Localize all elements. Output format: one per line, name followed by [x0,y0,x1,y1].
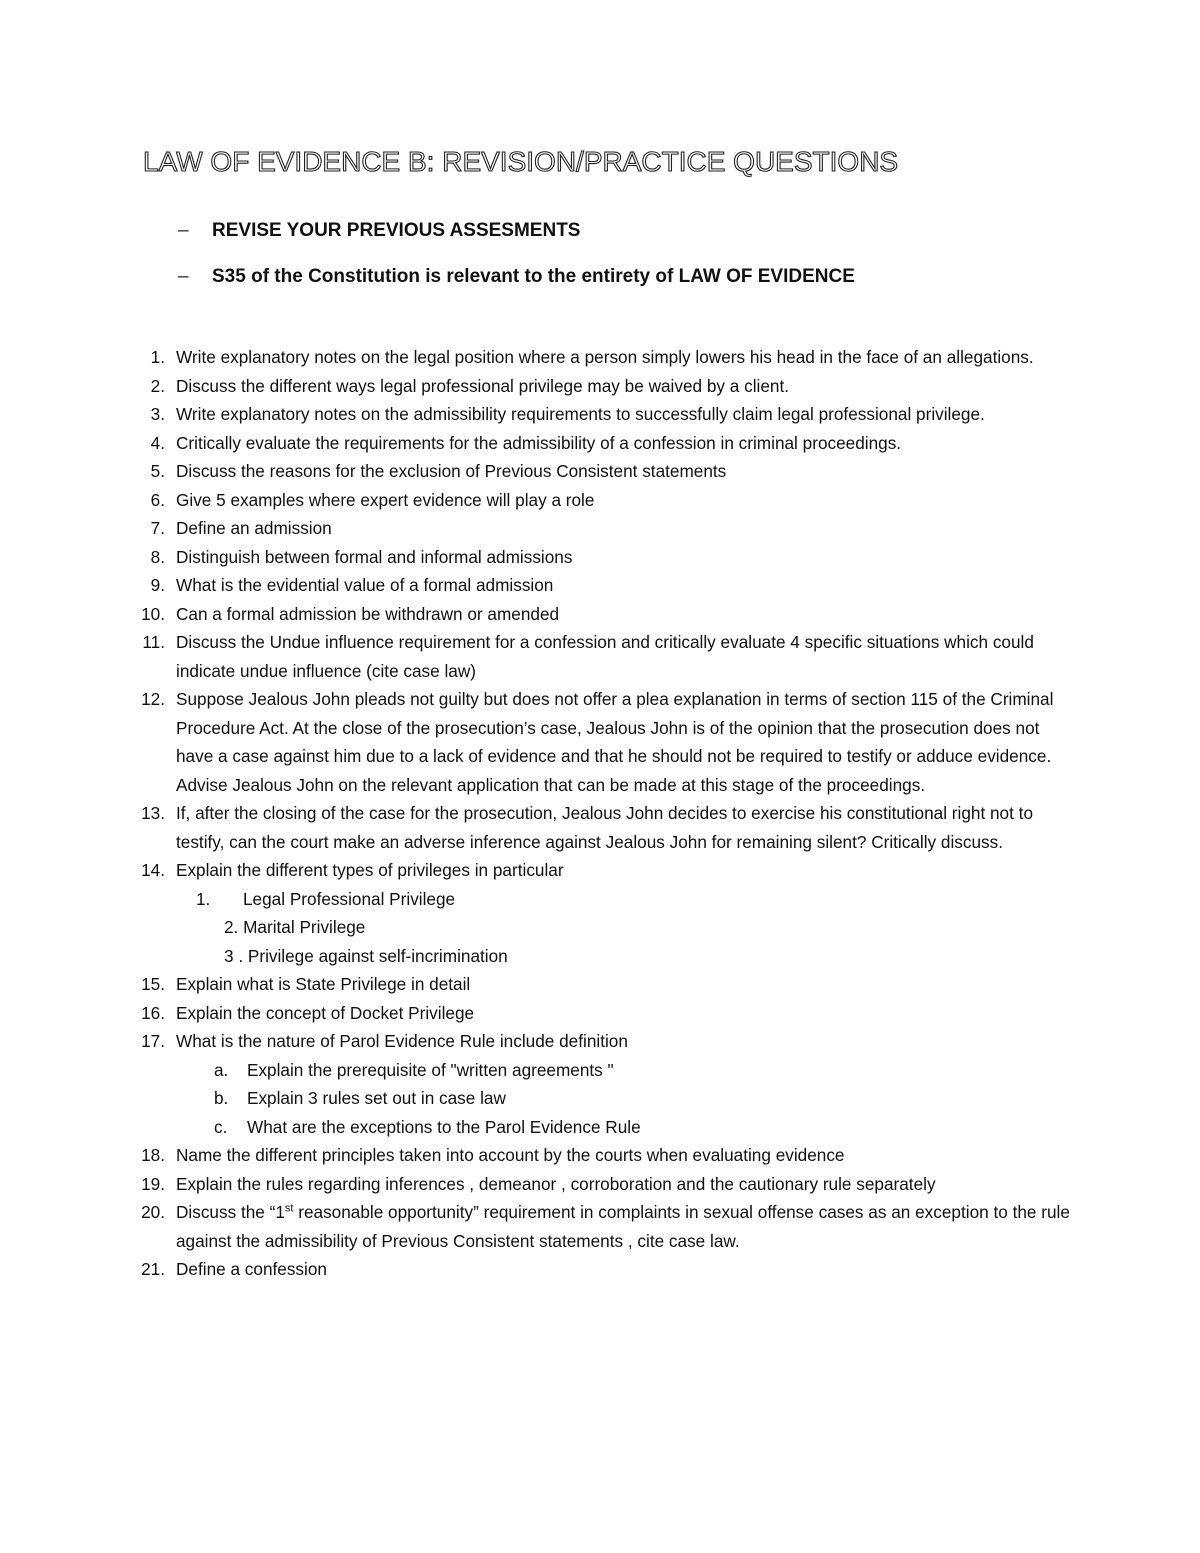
question-text: Explain the different types of privileges in particular [176,860,564,880]
question-text: Give 5 examples where expert evidence will play a role [176,489,595,510]
subitem-marker: a. [214,1059,229,1080]
note-revise [178,220,580,242]
question-text: Discuss the different ways legal professional privilege may be waived by a client. [176,375,790,396]
dash-bullet: – [178,220,189,241]
question-number: 18. [141,1145,165,1165]
question-list [0,343,1200,1284]
question-6 [0,486,1076,515]
page-title: LAW OF EVIDENCE B: REVISION/PRACTICE QUESTIONS [143,146,899,177]
parol-subitem-c [0,1113,1200,1142]
privilege-subitem-1 [0,885,1200,914]
note-text: REVISE YOUR PREVIOUS ASSESMENTS [212,220,581,241]
question-4 [0,429,1076,458]
question-20 [0,1198,1076,1255]
question-text: Explain what is State Privilege in detail [176,974,471,994]
question-number: 11. [142,632,165,652]
question-text: Define a confession [176,1259,327,1279]
subitem-text: Legal Professional Privilege [243,888,456,909]
question-21 [0,1255,1076,1284]
question-8 [0,543,1076,572]
question-number: 1. [150,347,165,367]
question-2 [0,372,1076,401]
question-11 [0,628,1076,685]
question-number: 4. [150,432,165,453]
question-number: 6. [150,489,165,510]
question-number: 19. [141,1173,165,1194]
question-number: 2. [150,375,165,396]
question-15 [0,970,1076,999]
question-number: 7. [150,518,165,538]
subitem-marker: b. [214,1088,229,1108]
question-text: Distinguish between formal and informal admissions [176,546,573,567]
question-19 [0,1170,1076,1199]
question-number: 5. [150,461,165,481]
question-number: 17. [141,1031,165,1051]
parol-subitem-a [0,1056,1200,1085]
question-text: Discuss the reasons for the exclusion of Previous Consistent statements [176,461,727,481]
question-number: 15. [141,974,165,994]
dash-bullet: – [178,266,189,287]
subitem-marker: 1. [196,888,211,909]
question-10 [0,600,1076,629]
parol-subitem-b [0,1084,1200,1113]
question-number: 9. [150,575,165,595]
question-text: What is the nature of Parol Evidence Rule include definition [176,1031,628,1051]
question-text: What is the evidential value of a formal admission [176,575,554,595]
question-16 [0,999,1076,1028]
question-number: 13. [141,803,165,823]
question-9 [0,571,1076,600]
question-1 [0,343,1076,372]
question-text: Can a formal admission be withdrawn or amended [176,603,560,624]
subitem-text: Explain 3 rules set out in case law [247,1088,506,1108]
question-number: 21. [141,1259,165,1279]
note-text: S35 of the Constitution is relevant to the entirety of LAW OF EVIDENCE [212,266,855,287]
question-14 [0,856,1076,885]
subitem-marker: c. [214,1116,228,1137]
question-text: Define an admission [176,518,332,538]
subitem-text: Explain the prerequisite of "written agreements " [247,1059,614,1080]
question-text: Suppose Jealous John pleads not guilty but does not offer a plea explanation in terms of section 115 of the Criminal Procedure Act. At the close of the prosecution’s case, Jealous John is of the opinion that the prosecution does not have a case against him due to a lack of evidence and that he should not be required to testify or adduce evidence. Advise Jealous John on the relevant application that can be made at this stage of the proceedings. [176,689,1054,795]
question-text: Name the different principles taken into account by the courts when evaluating evidence [176,1145,845,1165]
question-text: Discuss the Undue influence requirement for a confession and critically evaluate 4 specific situations which could indicate undue influence (cite case law) [176,632,1034,681]
question-number: 14. [141,860,165,880]
question-text: Explain the concept of Docket Privilege [176,1002,475,1023]
question-18 [0,1141,1076,1170]
question-number: 16. [141,1002,165,1023]
question-text: Critically evaluate the requirements for the admissibility of a confession in criminal proceedings. [176,432,902,453]
question-text: If, after the closing of the case for the prosecution, Jealous John decides to exercise his constitutional right not to testify, can the court make an adverse inference against Jealous John for remaining silent? Critically discuss. [176,803,1033,852]
subitem-text: 3 . Privilege against self-incrimination [224,945,508,966]
question-17 [0,1027,1076,1056]
question-number: 20. [141,1202,165,1222]
note-constitution [178,266,855,288]
privilege-subitem-2 [0,913,1200,942]
question-3 [0,400,1076,429]
privilege-subitem-3 [0,942,1200,971]
question-number: 8. [150,546,165,567]
question-13 [0,799,1076,856]
question-text-start: Discuss the “1 [176,1202,285,1222]
question-text: Explain the rules regarding inferences , demeanor , corroboration and the cautionary rule separately [176,1173,936,1194]
question-text-end: reasonable opportunity” requirement in complaints in sexual offense cases as an exception to the rule against the admissibility of Previous Consistent statements , cite case law. [176,1202,1070,1251]
question-number: 3. [150,404,165,424]
ordinal-suffix: st [284,1202,294,1215]
question-number: 10. [141,603,165,624]
question-text: Write explanatory notes on the legal position where a person simply lowers his head in the face of an allegations. [176,347,1034,367]
subitem-text: 2. Marital Privilege [224,917,366,937]
question-5 [0,457,1076,486]
question-7 [0,514,1076,543]
question-12 [0,685,1076,799]
subitem-text: What are the exceptions to the Parol Evidence Rule [247,1116,641,1137]
question-text: Write explanatory notes on the admissibility requirements to successfully claim legal professional privilege. [176,404,985,424]
question-number: 12. [141,689,165,709]
